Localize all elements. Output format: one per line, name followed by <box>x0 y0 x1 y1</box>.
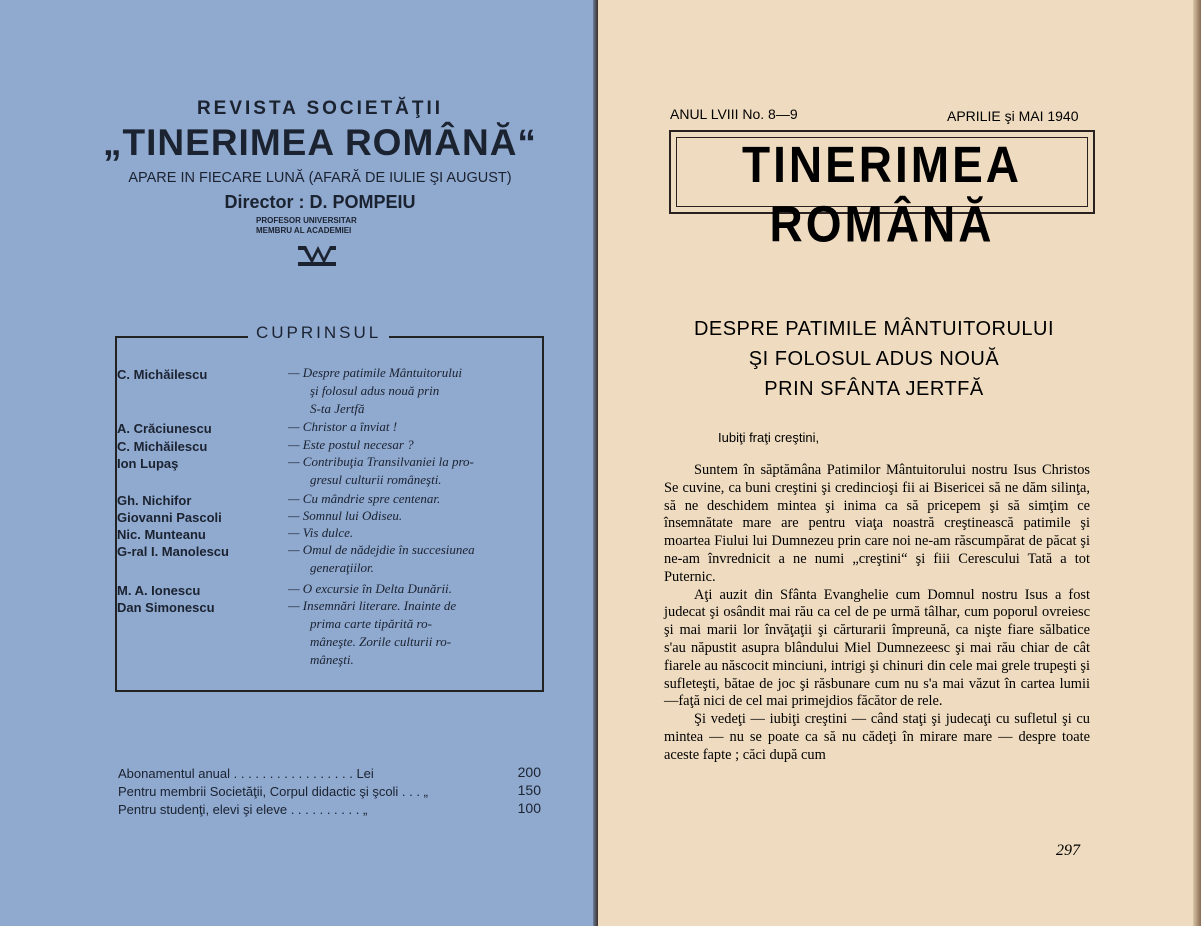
article-paragraph: Şi vedeţi — iubiţi creştini — când staţi şi judecaţi cu sufletul şi cu mintea — nu se poate ca să nu cădeţi în mirare mare — despre toate aceste fapte ; căci după cum <box>664 711 1090 763</box>
contents-title-line: — O excursie în Delta Dunării. <box>288 581 452 596</box>
article-heading-line-1: DESPRE PATIMILE MÂNTUITORULUI <box>693 318 1055 340</box>
article-heading-line-3: PRIN SFÂNTA JERTFĂ <box>764 378 984 400</box>
contents-title <box>288 524 533 542</box>
contents-title <box>288 580 533 598</box>
subscription-price: 100 <box>517 800 541 816</box>
director-titles <box>256 216 357 236</box>
director-title-1: PROFESOR UNIVERSITAR <box>256 216 357 225</box>
masthead-title: TINERIMEA ROMÂNĂ <box>742 135 1022 253</box>
contents-title <box>288 507 533 525</box>
contents-title-line: — Contribuţia Transilvaniei la pro- <box>288 454 474 469</box>
contents-author: A. Crăciunescu <box>117 421 212 436</box>
contents-title-line: — Este postul necesar ? <box>288 437 414 452</box>
magazine-title: „TINERIMEA ROMÂNĂ“ <box>103 122 537 163</box>
contents-author: Gh. Nichifor <box>117 493 192 508</box>
contents-title-line: mâneşte. Zorile culturii ro- <box>310 634 452 649</box>
subscription-price: 150 <box>517 782 541 798</box>
contents-heading: CUPRINSUL <box>248 323 389 343</box>
contents-author: C. Michăilescu <box>117 439 208 454</box>
contents-title-line: — Christor a înviat ! <box>288 419 398 434</box>
subscription-label: Abonamentul anual . . . . . . . . . . . . . . . . . Lei <box>118 766 374 781</box>
contents-title-line: generaţiilor. <box>310 560 374 575</box>
contents-title <box>288 597 533 669</box>
page-edge <box>1193 0 1201 926</box>
publication-frequency: APARE IN FIECARE LUNĂ (AFARĂ DE IULIE ŞI AUGUST) <box>128 170 512 186</box>
contents-title-line: — Omul de nădejdie în succesiunea <box>288 542 475 557</box>
contents-title <box>288 490 533 508</box>
contents-title <box>288 541 533 577</box>
contents-author: Dan Simonescu <box>117 600 215 615</box>
contents-title-line: mâneşti. <box>310 652 354 667</box>
contents-title-line: — Cu mândrie spre centenar. <box>288 491 441 506</box>
publisher-logo-icon <box>298 246 336 266</box>
revista-label: REVISTA SOCIETĂŢII <box>196 98 444 119</box>
contents-title-line: gresul culturii româneşti. <box>310 472 442 487</box>
issue-date: APRILIE şi MAI 1940 <box>947 108 1079 124</box>
contents-title <box>288 436 533 454</box>
director-line: Director : D. POMPEIU <box>224 192 416 212</box>
contents-author: M. A. Ionescu <box>117 583 201 598</box>
contents-title-line: — Somnul lui Odiseu. <box>288 508 403 523</box>
contents-author: Giovanni Pascoli <box>117 510 222 525</box>
contents-title-line: prima carte tipărită ro- <box>310 616 432 631</box>
contents-title <box>288 418 533 436</box>
contents-author: C. Michăilescu <box>117 367 208 382</box>
contents-title-line: — Despre patimile Mântuitorului <box>288 365 462 380</box>
contents-title-line: S-ta Jertfă <box>310 401 365 416</box>
director-title-2: MEMBRU AL ACADEMIEI <box>256 226 352 235</box>
article-paragraph: Suntem în săptămâna Patimilor Mântuitorului nostru Isus Christos Se cuvine, ca buni creştini şi credincioşi fii ai Bisericei să ne dăm silinţa, să ne deschidem mintea şi inima ca să pricepem şi să simţim ce însemnătate mare are pentru viaţa noastră creştinească patimile şi moartea Fiului lui Dumnezeu prin care noi ne-am răscumpărat de păcat şi ne-am învrednicit a ne numi „creştini“ şi fiii Cerescului Tată a tot Puternic. <box>664 462 1090 585</box>
article-greeting: Iubiţi fraţi creştini, <box>718 430 820 445</box>
contents-title <box>288 453 533 489</box>
subscription-label: Pentru studenţi, elevi şi eleve . . . . . . . . . . „ <box>118 802 368 817</box>
article-paragraph: Aţi auzit din Sfânta Evanghelie cum Domnul nostru Isus a fost judecat şi osândit mai rău ca cel de pe urmă tâlhar, cum poporul ovreiesc şi mai marii lor învăţaţii şi cărturarii împreună, ca nişte fiare sălbatice s'au năpustit asupra blândului Miel Dumnezeesc şi mai rău chiar de cât fiarele au născocit minciuni, intrigi şi chinuri din cele mai grele trupeşti şi sufleteşti, bătae de joc şi răsbunare cum nu s'a mai văzut în cartea lumii—faţă nici de cel mai primejdios făcător de rele. <box>664 586 1090 710</box>
issue-number: ANUL LVIII No. 8—9 <box>670 106 798 122</box>
article-body <box>664 462 1090 765</box>
page-number: 297 <box>1056 842 1080 859</box>
article-heading-line-2: ŞI FOLOSUL ADUS NOUĂ <box>748 348 1000 370</box>
contents-author: Ion Lupaş <box>117 456 179 471</box>
subscription-label: Pentru membrii Societăţii, Corpul didactic şi şcoli . . . „ <box>118 784 428 799</box>
contents-author: G-ral I. Manolescu <box>117 544 229 559</box>
contents-title <box>288 364 533 418</box>
contents-title-line: şi folosul adus nouă prin <box>310 383 440 398</box>
subscription-price: 200 <box>517 764 541 780</box>
contents-title-line: — Insemnări literare. Inainte de <box>288 598 457 613</box>
contents-author: Nic. Munteanu <box>117 527 206 542</box>
left-page-back-cover <box>0 0 598 926</box>
contents-title-line: — Vis dulce. <box>288 525 354 540</box>
